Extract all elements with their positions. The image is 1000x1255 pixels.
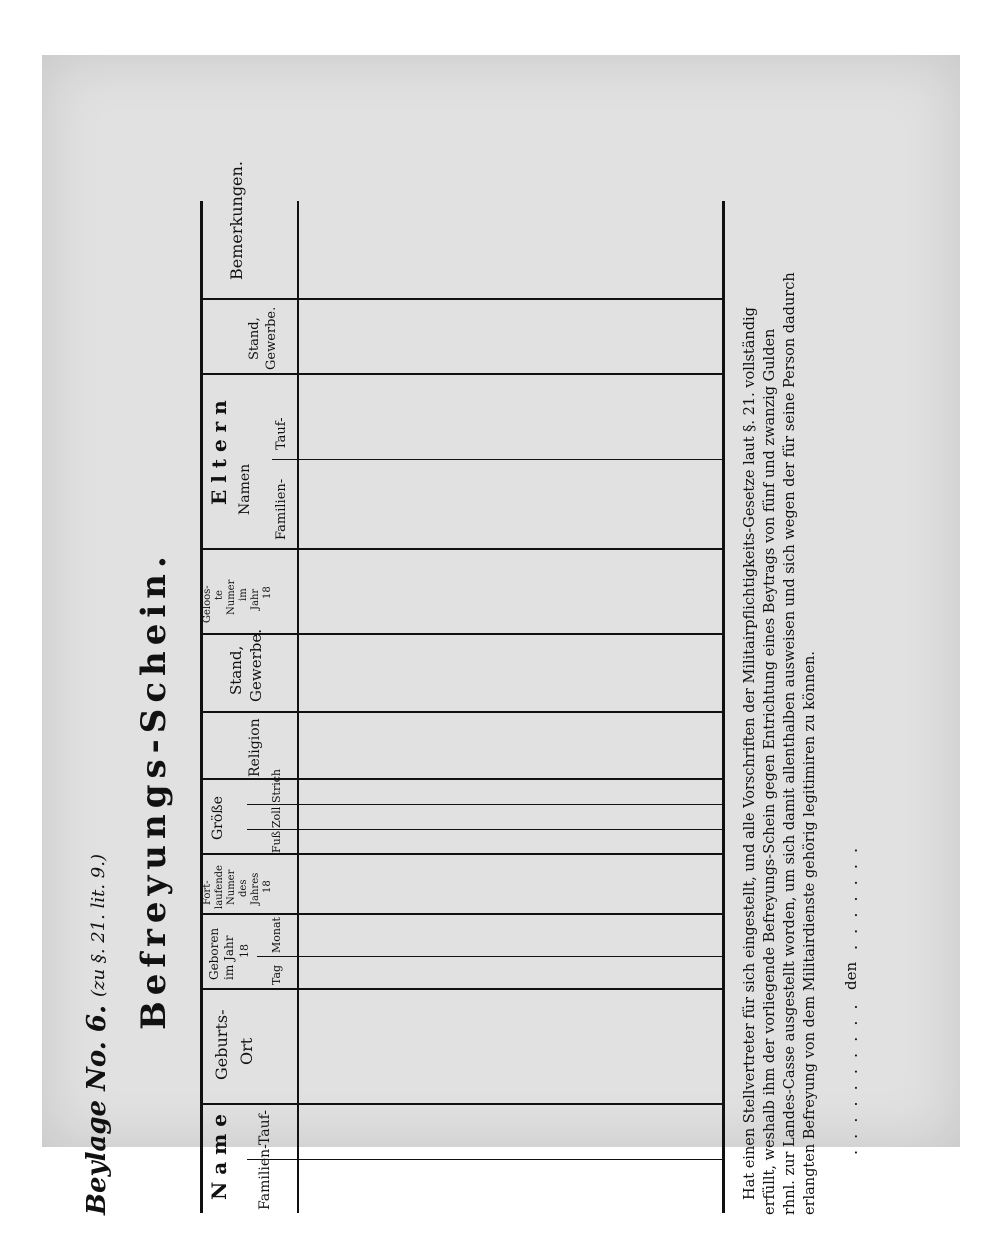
col-rule-2 — [200, 988, 722, 990]
col-rule-eltern-sub — [272, 459, 722, 460]
col-rule-10 — [200, 298, 722, 300]
header-bemerkungen: Bemerkungen. — [227, 161, 246, 280]
header-geboren-2: im Jahr — [222, 935, 236, 980]
header-name-tauf: Tauf- — [257, 1109, 273, 1145]
header-eltern-stand-1: Stand, — [247, 317, 262, 360]
header-fort-2: laufende — [214, 865, 225, 909]
footer-line-3: rhnl. zur Landes-Casse ausgestellt worden, um sich damit allenthalben ausweisen und sich wegen der für seine Person dadurch — [782, 272, 798, 1215]
page-title: Befreyungs-Schein. — [134, 550, 174, 1030]
header-stand-1: Stand, — [227, 645, 245, 695]
header-groesse-fuss: Fuß — [270, 830, 283, 853]
footer-dots-1: . . . . . . . . . . — [842, 1001, 861, 1155]
header-fort-4: des — [238, 879, 249, 897]
header-geboren-1: Geboren — [207, 927, 221, 980]
header-geloos-2: te — [214, 590, 225, 600]
footer-line-4: erlangten Befreyung von dem Militairdienste gehörig legitimiren zu können. — [802, 651, 818, 1215]
beylage-label: Beylage No. 6. — [82, 1004, 112, 1215]
col-rule-9 — [200, 373, 722, 375]
header-groesse: Größe — [210, 796, 226, 840]
col-rule-name-sub — [247, 1159, 722, 1160]
header-geburtsort-1: Geburts- — [212, 1009, 231, 1080]
col-rule-groesse-2 — [247, 804, 722, 805]
header-geburtsort-2: Ort — [237, 1037, 256, 1065]
header-name: N a m e — [207, 1113, 231, 1200]
header-name-familien: Familien- — [257, 1144, 273, 1210]
col-rule-4 — [200, 853, 722, 855]
header-geloos-6: 18 — [262, 586, 273, 599]
header-eltern: E l t e r n — [207, 400, 231, 505]
header-fort-3: Numer — [226, 869, 237, 905]
table-top-rule — [200, 201, 203, 1213]
header-groesse-strich: Strich — [270, 769, 283, 803]
header-eltern-stand-2: Gewerbe. — [264, 306, 279, 370]
col-rule-6 — [200, 711, 722, 713]
header-geboren-3: 18 — [238, 944, 251, 958]
footer-den: den — [842, 961, 860, 990]
header-eltern-namen: Namen — [237, 463, 253, 515]
footer-dots-2: . . . . . . . — [842, 844, 861, 950]
header-geloos-1: Geloos- — [202, 585, 213, 623]
col-rule-groesse-1 — [247, 829, 722, 830]
header-eltern-familien: Familien- — [274, 478, 289, 540]
header-fort-1: Fort- — [202, 880, 213, 905]
header-geboren-monat: Monat — [270, 917, 283, 953]
col-rule-3 — [200, 913, 722, 915]
reference-note: (zu §. 21. lit. 9.) — [88, 854, 109, 997]
col-rule-geboren-sub — [257, 956, 722, 957]
header-eltern-tauf: Tauf- — [274, 417, 289, 450]
table-bottom-rule — [722, 201, 725, 1213]
header-groesse-zoll: Zoll — [270, 806, 283, 828]
footer-line-2: erfüllt, weshalb ihm der vorliegende Befreyungs-Schein gegen Entrichtung eines Beytrags von fünf und zwanzig Gulden — [762, 328, 778, 1215]
header-geloos-3: Numer — [226, 579, 237, 615]
header-geboren-tag: Tag — [270, 964, 283, 985]
col-rule-8 — [200, 548, 722, 550]
header-fort-6: 18 — [262, 880, 273, 893]
col-rule-1 — [200, 1103, 722, 1105]
header-geloos-4: im — [238, 588, 249, 601]
footer-line-1: Hat einen Stellvertreter für sich eingestellt, und alle Vorschriften der Militairpflichtigkeits-Gesetze laut §. 21. vollständig — [742, 307, 758, 1200]
col-rule-7 — [200, 633, 722, 635]
rotated-form — [42, 55, 1000, 1255]
header-stand-2: Gewerbe. — [247, 629, 265, 702]
table-header-rule — [297, 201, 299, 1213]
header-geloos-5: Jahr — [250, 588, 261, 610]
scanned-page — [42, 55, 960, 1215]
header-fort-5: Jahres — [250, 872, 261, 905]
header-religion: Religion — [247, 718, 263, 777]
